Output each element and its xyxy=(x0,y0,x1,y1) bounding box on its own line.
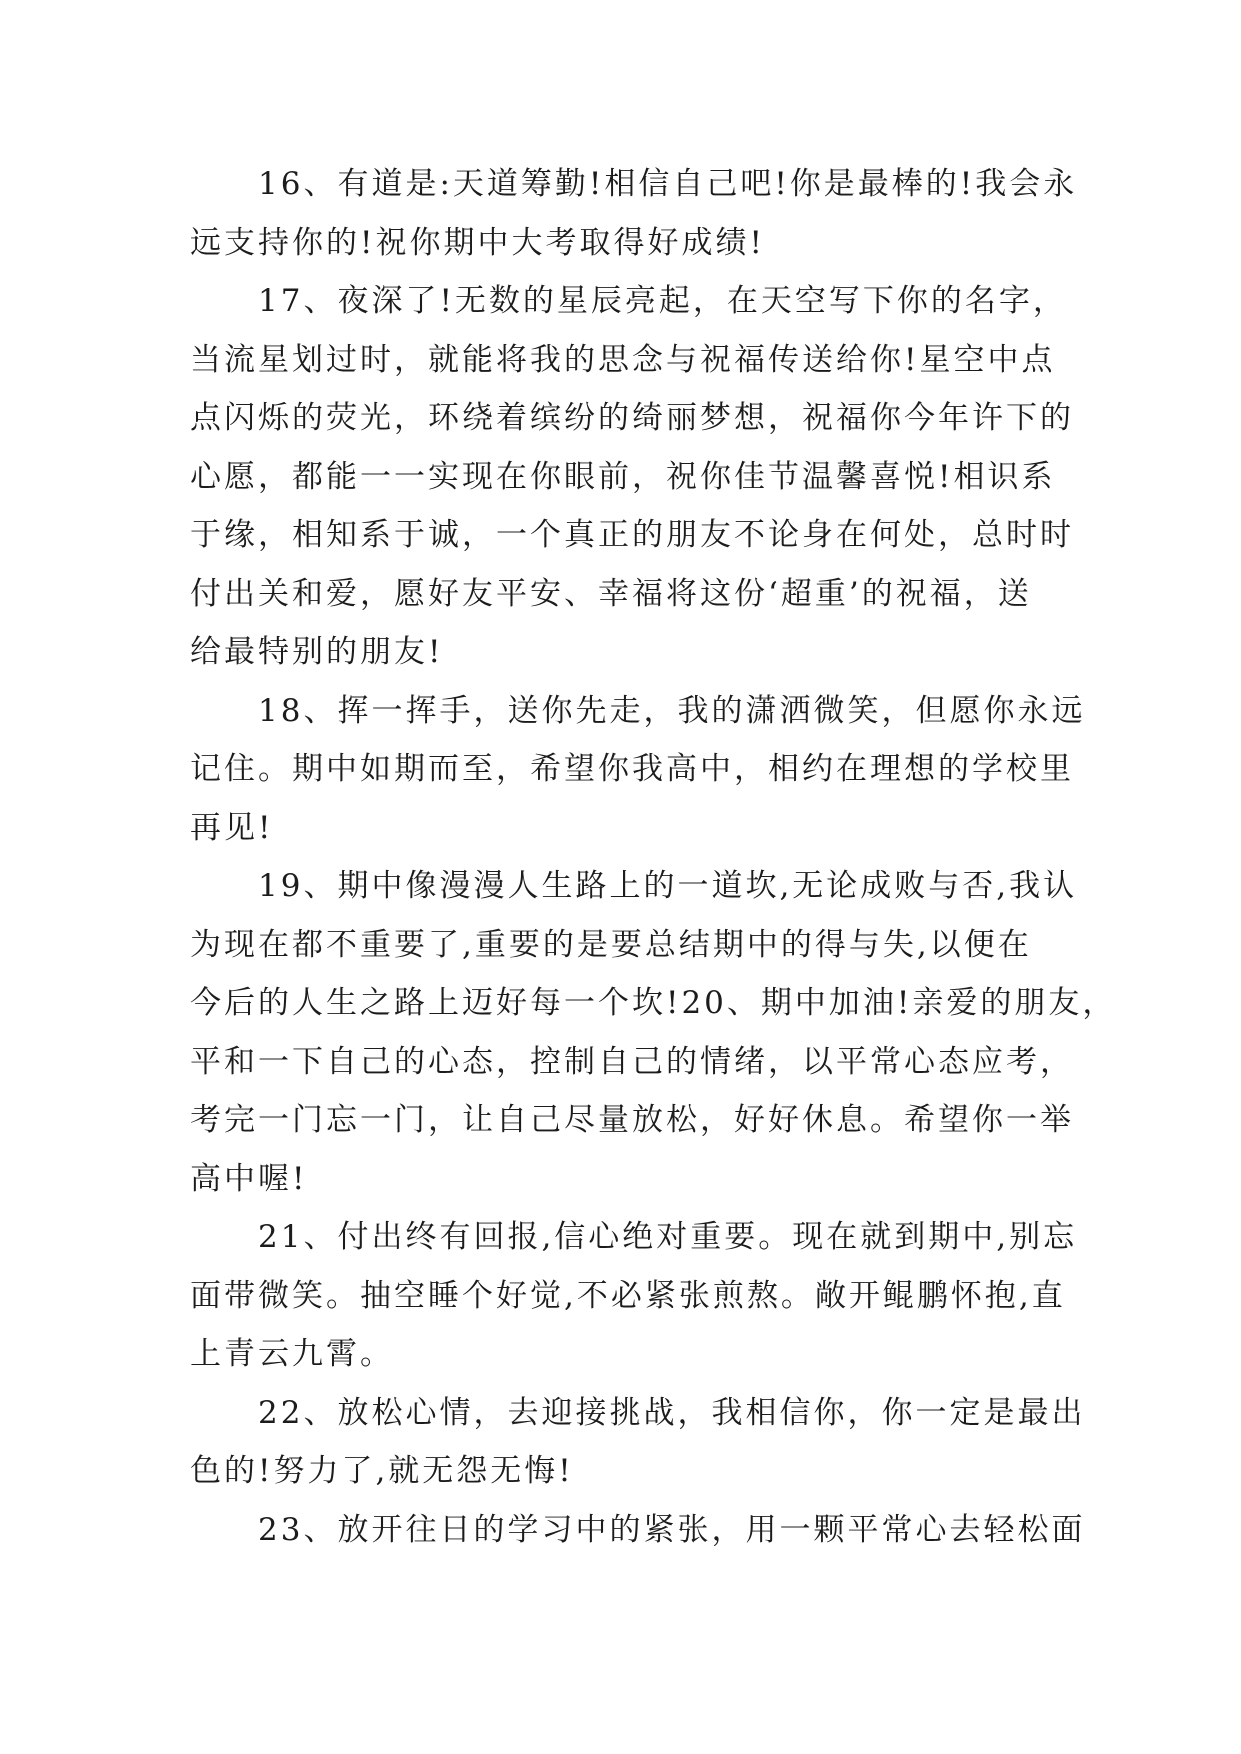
text-line: 付出关和爱，愿好友平安、幸福将这份‘超重’的祝福，送 xyxy=(190,575,1032,612)
text-line: 给最特别的朋友! xyxy=(190,634,444,670)
paragraph-19 xyxy=(190,857,1117,1208)
text-line: 22、放松心情，去迎接挑战，我相信你，你一定是最出 xyxy=(258,1394,1086,1431)
text-line: 23、放开往日的学习中的紧张，用一颗平常心去轻松面 xyxy=(258,1511,1086,1548)
document-body xyxy=(190,155,1117,1559)
paragraph-17 xyxy=(190,272,1074,682)
text-line: 平和一下自己的心态，控制自己的情绪，以平常心态应考， xyxy=(190,1043,1074,1080)
text-line: 色的!努力了,就无怨无悔! xyxy=(190,1453,574,1489)
text-line: 21、付出终有回报,信心绝对重要。现在就到期中,别忘 xyxy=(258,1219,1078,1255)
paragraph-21 xyxy=(190,1208,1078,1384)
text-line: 19、期中像漫漫人生路上的一道坎,无论成败与否,我认 xyxy=(258,868,1078,904)
text-line: 记住。期中如期而至，希望你我高中，相约在理想的学校里 xyxy=(190,751,1074,787)
text-line: 17、夜深了!无数的星辰亮起，在天空写下你的名字， xyxy=(258,283,1067,319)
text-line: 今后的人生之路上迈好每一个坎!20、期中加油!亲爱的朋友， xyxy=(190,985,1117,1021)
text-line: 再见! xyxy=(190,809,274,846)
text-line: 16、有道是:天道筹勤!相信自己吧!你是最棒的!我会永 xyxy=(258,166,1078,202)
text-line: 上青云九霄。 xyxy=(190,1336,394,1372)
paragraph-23 xyxy=(190,1501,1086,1560)
text-line: 心愿，都能一一实现在你眼前，祝你佳节温馨喜悦!相识系 xyxy=(190,458,1056,495)
text-line: 当流星划过时，就能将我的思念与祝福传送给你!星空中点 xyxy=(190,341,1056,378)
paragraph-16 xyxy=(190,155,1078,272)
text-line: 于缘，相知系于诚，一个真正的朋友不论身在何处，总时时 xyxy=(190,517,1074,553)
paragraph-18 xyxy=(190,682,1086,858)
text-line: 为现在都不重要了,重要的是要总结期中的得与失,以便在 xyxy=(190,926,1032,963)
text-line: 高中喔! xyxy=(190,1160,308,1197)
paragraph-22 xyxy=(190,1384,1086,1501)
text-line: 18、挥一挥手，送你先走，我的潇洒微笑，但愿你永远 xyxy=(258,692,1086,729)
text-line: 面带微笑。抽空睡个好觉,不必紧张煎熬。敞开鲲鹏怀抱,直 xyxy=(190,1277,1066,1314)
text-line: 远支持你的!祝你期中大考取得好成绩! xyxy=(190,224,765,261)
text-line: 考完一门忘一门，让自己尽量放松，好好休息。希望你一举 xyxy=(190,1102,1074,1138)
text-line: 点闪烁的荧光，环绕着缤纷的绮丽梦想，祝福你今年许下的 xyxy=(190,400,1074,436)
